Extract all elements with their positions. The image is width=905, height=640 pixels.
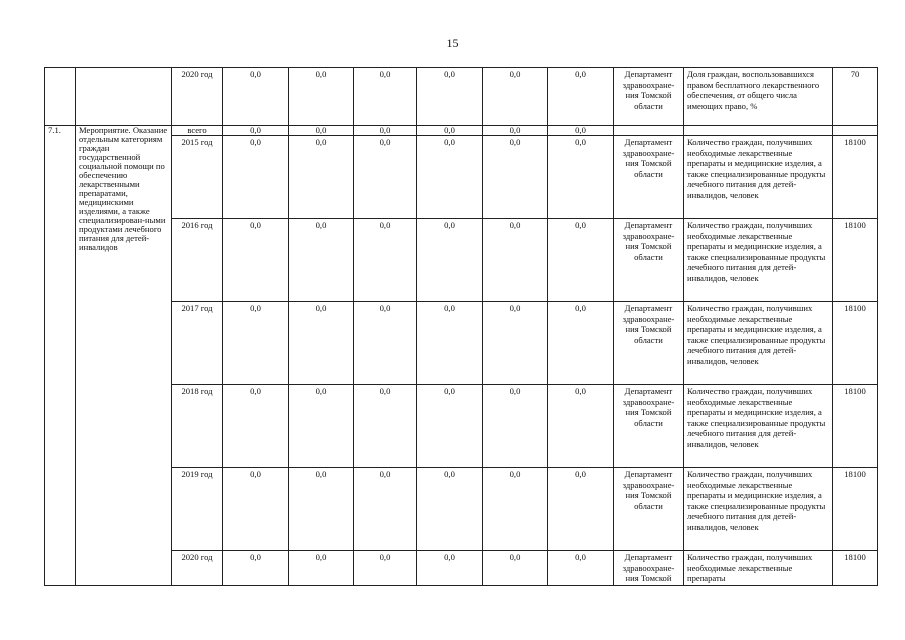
value-cell: 0,0 [354,385,417,468]
executor-cell: Департамент здравоохране-ния Томской области [614,68,684,126]
value-cell: 0,0 [223,385,289,468]
value-cell: 0,0 [548,468,614,551]
value-cell: 0,0 [417,302,483,385]
value-cell: 0,0 [354,136,417,219]
value-cell: 0,0 [483,551,548,586]
value-cell: 0,0 [289,68,354,126]
indicator-cell [684,126,833,136]
value-cell: 0,0 [223,126,289,136]
target-cell: 18100 [833,219,878,302]
indicator-cell: Количество граждан, получивших необходимые лекарственные препараты и медицинские изделия, а также специализированные продукты лечебного питания для детей-инвалидов, человек [684,302,833,385]
value-cell: 0,0 [417,219,483,302]
value-cell: 0,0 [483,136,548,219]
year-cell: 2016 год [172,219,223,302]
value-cell: 0,0 [289,136,354,219]
year-cell: 2020 год [172,68,223,126]
value-cell: 0,0 [354,468,417,551]
number-cell [45,68,76,126]
value-cell: 0,0 [223,136,289,219]
value-cell: 0,0 [289,468,354,551]
year-cell: 2017 год [172,302,223,385]
indicator-cell: Количество граждан, получивших необходимые лекарственные препараты и медицинские изделия, а также специализированные продукты лечебного питания для детей-инвалидов, человек [684,136,833,219]
value-cell: 0,0 [417,468,483,551]
value-cell: 0,0 [223,219,289,302]
value-cell: 0,0 [483,219,548,302]
value-cell: 0,0 [483,302,548,385]
indicator-cell: Количество граждан, получивших необходимые лекарственные препараты и медицинские изделия, а также специализированные продукты лечебного питания для детей-инвалидов, человек [684,219,833,302]
year-cell: 2019 год [172,468,223,551]
executor-cell: Департамент здравоохране-ния Томской области [614,385,684,468]
page-number: 15 [446,36,459,50]
table-row [45,68,878,126]
event-title-cell [76,68,172,126]
year-cell: 2020 год [172,551,223,586]
value-cell: 0,0 [223,468,289,551]
value-cell: 0,0 [417,551,483,586]
value-cell: 0,0 [354,68,417,126]
executor-cell: Департамент здравоохране-ния Томской области [614,219,684,302]
indicator-cell: Количество граждан, получивших необходимые лекарственные препараты [684,551,833,586]
executor-cell: Департамент здравоохране-ния Томской [614,551,684,586]
value-cell: 0,0 [548,126,614,136]
value-cell: 0,0 [223,302,289,385]
table-row-total [45,126,878,136]
target-cell: 18100 [833,551,878,586]
executor-cell: Департамент здравоохране-ния Томской области [614,302,684,385]
value-cell: 0,0 [289,385,354,468]
event-number-cell: 7.1. [45,126,76,586]
value-cell: 0,0 [483,68,548,126]
value-cell: 0,0 [483,126,548,136]
indicator-cell: Доля граждан, воспользовавшихся правом бесплатного лекарственного обеспечения, от общего числа имеющих право, % [684,68,833,126]
value-cell: 0,0 [223,68,289,126]
value-cell: 0,0 [289,302,354,385]
value-cell: 0,0 [289,551,354,586]
value-cell: 0,0 [354,551,417,586]
value-cell: 0,0 [223,551,289,586]
executor-cell [614,126,684,136]
program-table [44,67,878,586]
value-cell: 0,0 [483,468,548,551]
value-cell: 0,0 [548,385,614,468]
year-cell: 2015 год [172,136,223,219]
target-cell: 18100 [833,385,878,468]
target-cell: 18100 [833,136,878,219]
value-cell: 0,0 [548,136,614,219]
executor-cell: Департамент здравоохране-ния Томской области [614,468,684,551]
event-title-cell: Мероприятие. Оказание отдельным категориям граждан государственной социальной помощи по обеспечению лекарственными препаратами, медицинскими изделиями, а также специализирован-ными продуктами лечебного питания для детей-инвалидов [76,126,172,586]
target-cell: 18100 [833,302,878,385]
value-cell: 0,0 [289,219,354,302]
indicator-cell: Количество граждан, получивших необходимые лекарственные препараты и медицинские изделия, а также специализированные продукты лечебного питания для детей-инвалидов, человек [684,468,833,551]
value-cell: 0,0 [417,68,483,126]
indicator-cell: Количество граждан, получивших необходимые лекарственные препараты и медицинские изделия, а также специализированные продукты лечебного питания для детей-инвалидов, человек [684,385,833,468]
value-cell: 0,0 [354,302,417,385]
value-cell: 0,0 [354,219,417,302]
year-cell: всего [172,126,223,136]
value-cell: 0,0 [548,302,614,385]
executor-cell: Департамент здравоохране-ния Томской области [614,136,684,219]
value-cell: 0,0 [548,68,614,126]
value-cell: 0,0 [417,385,483,468]
target-cell: 70 [833,68,878,126]
value-cell: 0,0 [417,136,483,219]
value-cell: 0,0 [483,385,548,468]
value-cell: 0,0 [354,126,417,136]
value-cell: 0,0 [548,219,614,302]
value-cell: 0,0 [289,126,354,136]
value-cell: 0,0 [417,126,483,136]
target-cell [833,126,878,136]
value-cell: 0,0 [548,551,614,586]
year-cell: 2018 год [172,385,223,468]
target-cell: 18100 [833,468,878,551]
